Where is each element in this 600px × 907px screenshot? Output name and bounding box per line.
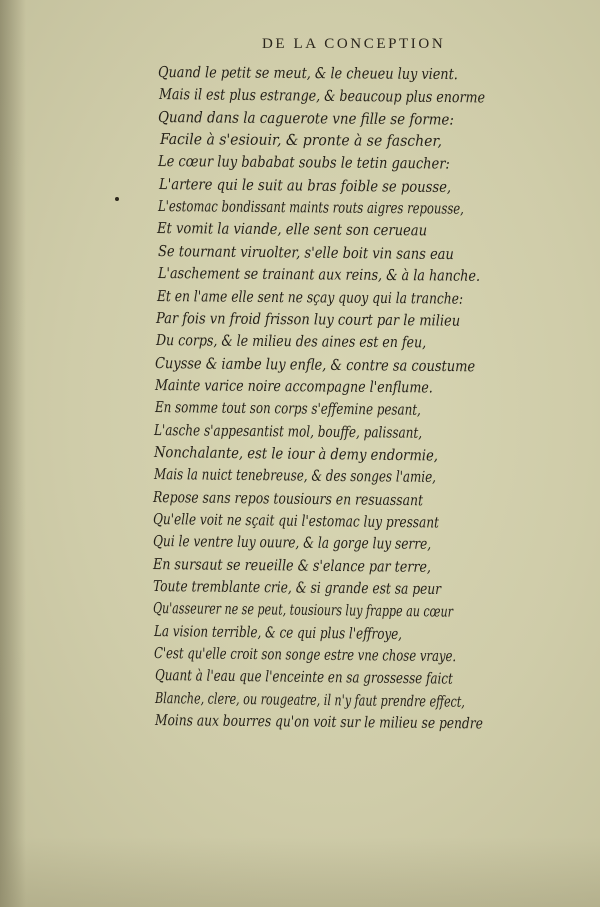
ink-spot-mark <box>115 197 119 201</box>
verse-line: Qui le ventre luy ouure, & la gorge luy serre, <box>152 532 432 554</box>
verse-line: En somme tout son corps s'effemine pesant, <box>154 398 421 420</box>
verse-line: Qu'asseurer ne se peut, tousiours luy frappe au cœur <box>152 599 454 622</box>
verse-line: Quand dans la caguerote vne fille se forme: <box>157 107 454 129</box>
verse-line: Mais il est plus estrange, & beaucoup plus enorme <box>158 85 486 107</box>
verse-line: Cuysse & iambe luy enfle, & contre sa coustume <box>154 353 476 375</box>
verse-line: Par fois vn froid frisson luy court par le milieu <box>155 308 461 330</box>
running-head: DE LA CONCEPTION <box>262 36 446 52</box>
verse-line: C'est qu'elle croit son songe estre vne chose vraye. <box>153 644 457 666</box>
verse-line: Quand le petit se meut, & le cheueu luy vient. <box>157 63 458 84</box>
verse-line: Toute tremblante crie, & si grande est sa peur <box>152 577 442 599</box>
verse-line: Mais la nuict tenebreuse, & des songes l'amie, <box>153 465 437 487</box>
page-bottom-shade <box>0 837 600 907</box>
verse-line: Du corps, & le milieu des aines est en feu, <box>155 331 427 352</box>
verse-line: Le cœur luy bababat soubs le tetin gaucher: <box>157 152 450 173</box>
spine-shadow <box>0 0 26 907</box>
verse-line: Qu'elle voit ne sçait qui l'estomac luy pressant <box>152 510 440 532</box>
verse-line: Facile à s'esiouir, & pronte à se fascher, <box>159 130 443 151</box>
verse-line: Quant à l'eau que l'enceinte en sa grossesse faict <box>154 666 453 689</box>
verse-line: L'asche s'appesantist mol, bouffe, palissant, <box>153 420 423 442</box>
verse-line: Repose sans repos tousiours en resuassant <box>152 487 424 509</box>
verse-line: Se tournant viruolter, s'elle boit vin sans eau <box>157 241 454 263</box>
verse-line: Blanche, clere, ou rougeatre, il n'y faut prendre effect, <box>154 688 466 711</box>
verse-line: Et en l'ame elle sent ne sçay quoy qui la tranche: <box>156 286 464 308</box>
verse-line: En sursaut se reueille & s'elance par terre, <box>152 554 432 576</box>
verse-line: La vision terrible, & ce qui plus l'effroye, <box>153 621 403 643</box>
verse-line: Mainte varice noire accompagne l'enflume. <box>154 375 433 397</box>
verse-line: L'artere qui le suit au bras foible se pousse, <box>158 174 452 196</box>
verse-line: L'aschement se trainant aux reins, & à la hanche. <box>157 264 481 285</box>
verse-line: L'estomac bondissant maints routs aigres repousse, <box>157 197 465 218</box>
verse-line: Nonchalante, est le iour à demy endormie, <box>153 442 439 465</box>
verse-line: Moins aux bourres qu'on voit sur le milieu se pendre <box>154 711 483 733</box>
verse-line: Et vomit la viande, elle sent son cerueau <box>156 219 428 240</box>
